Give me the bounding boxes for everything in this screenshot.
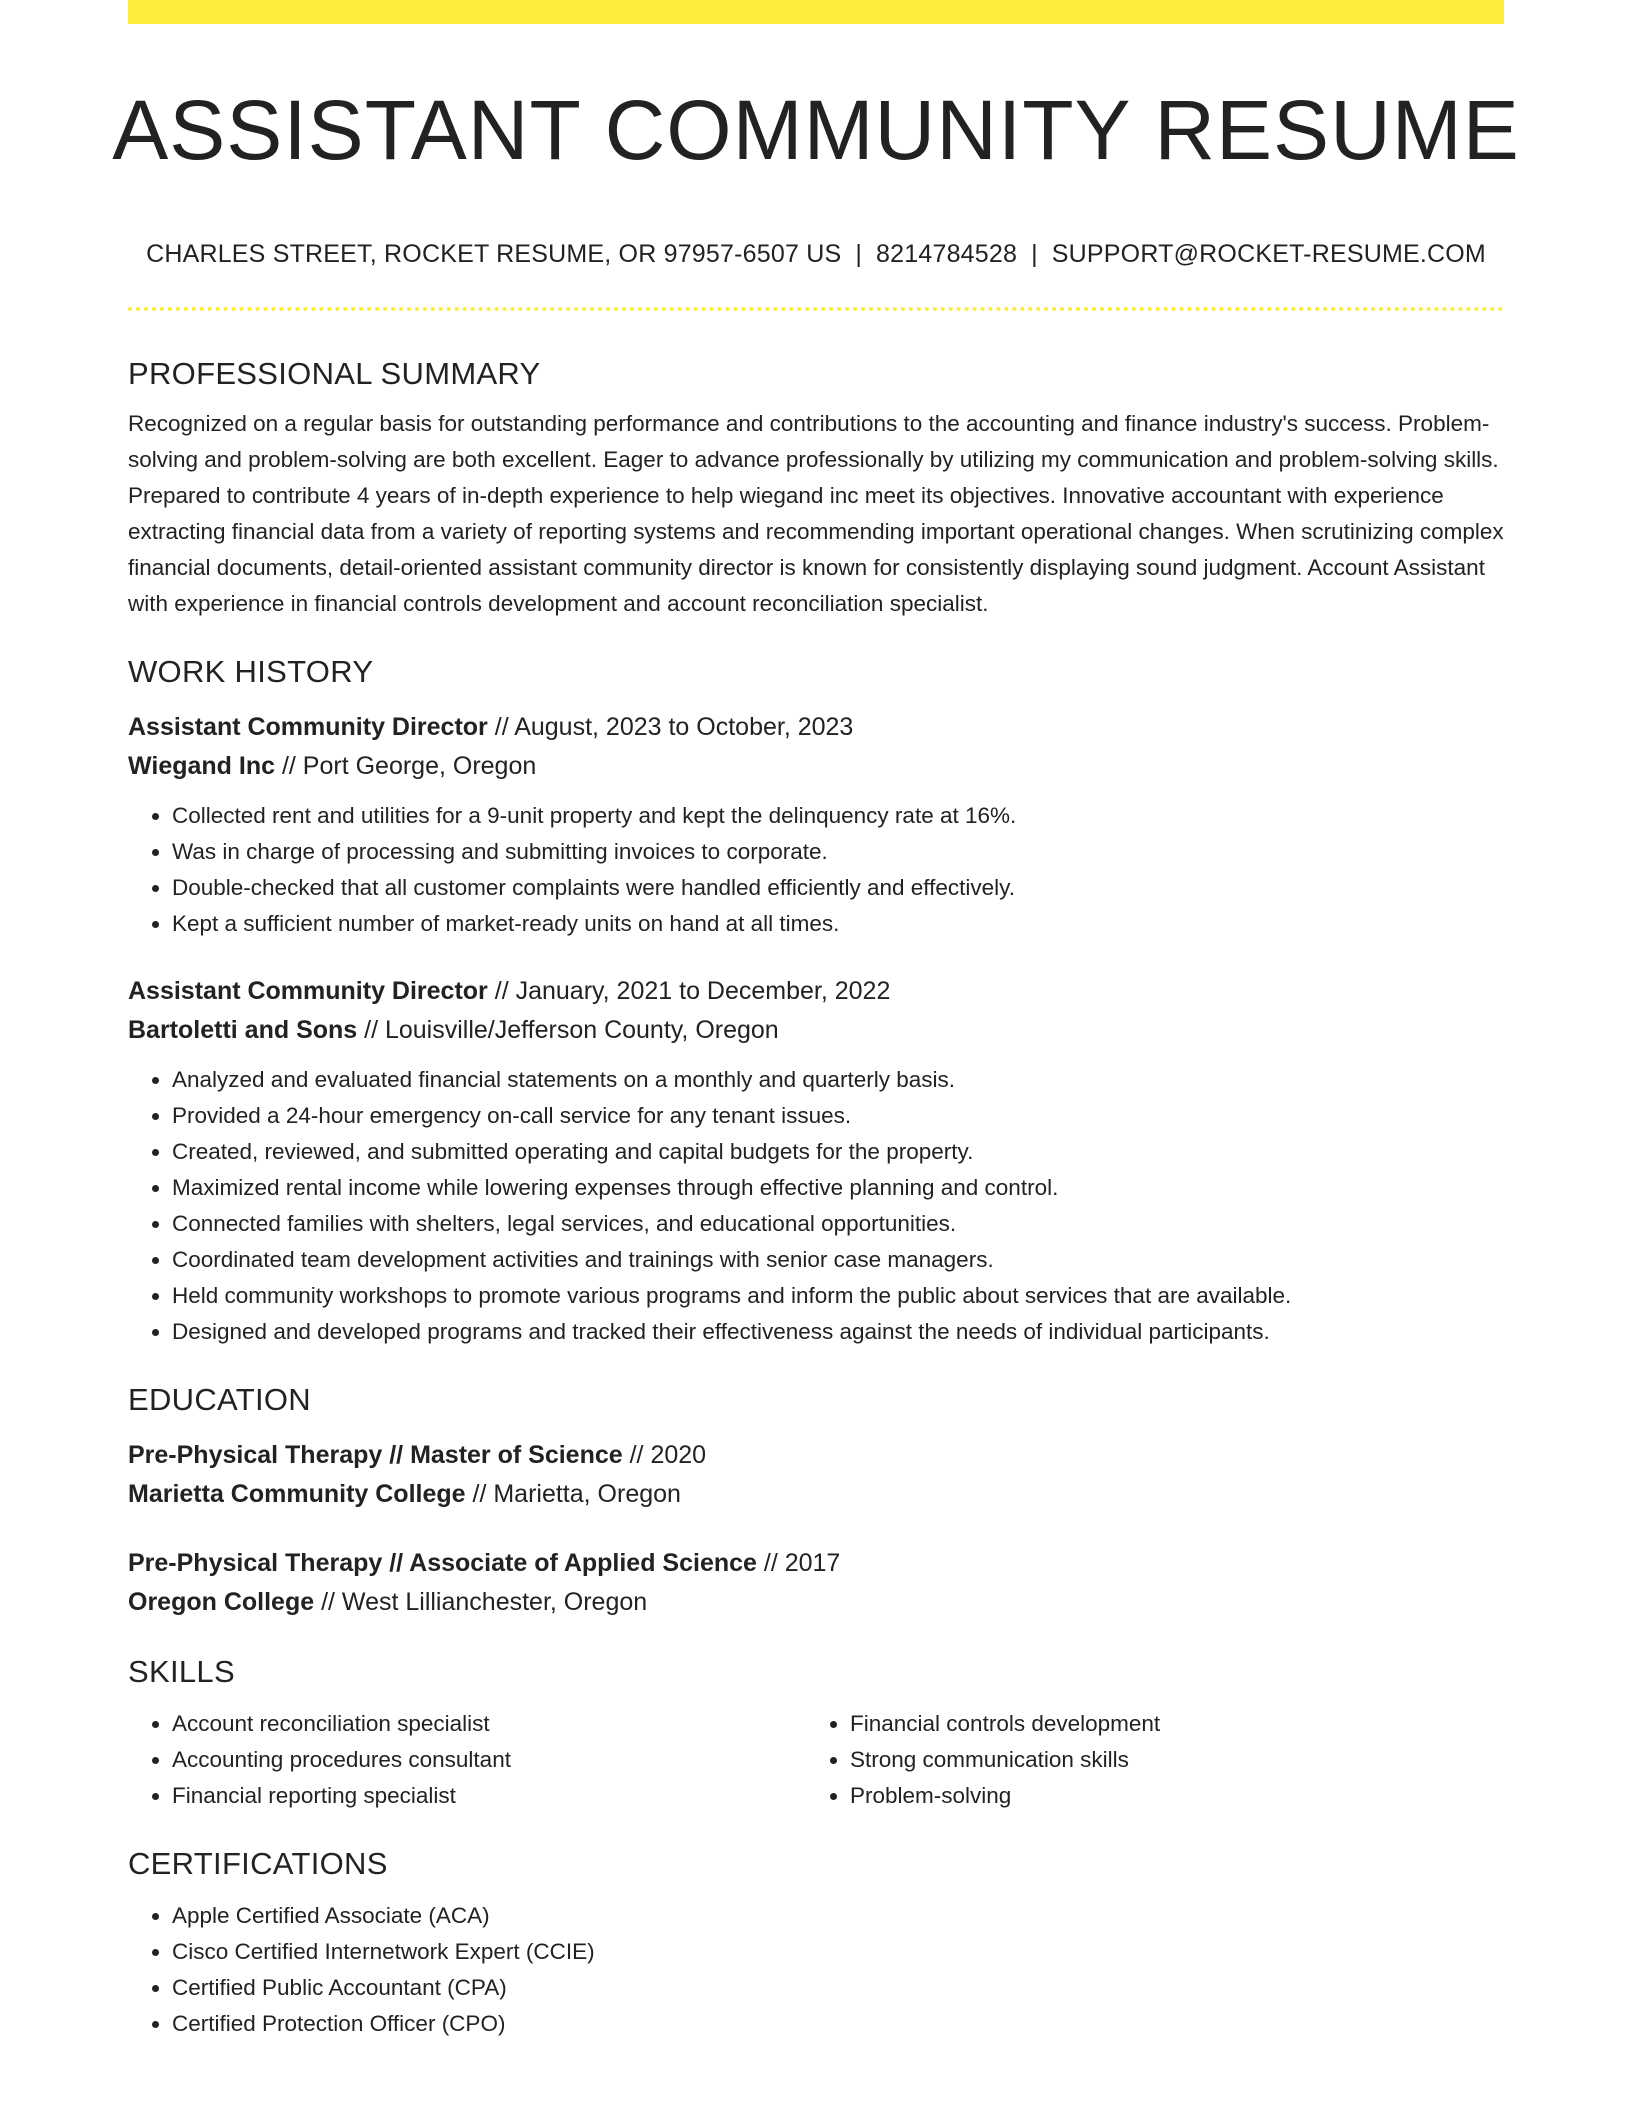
education-school: Marietta Community College <box>128 1480 466 1508</box>
education-location: // West Lillianchester, Oregon <box>314 1588 648 1616</box>
list-item: • Provided a 24-hour emergency on-call service for any tenant issues. <box>172 1098 1504 1134</box>
job-title-line <box>128 708 1504 747</box>
section-heading-education: EDUCATION <box>128 1382 311 1417</box>
professional-summary-section <box>128 352 1504 622</box>
skills-left-column <box>128 1706 806 1814</box>
education-year: // 2017 <box>756 1549 841 1577</box>
education-section <box>128 1378 1504 1622</box>
job-title: Assistant Community Director <box>128 977 488 1005</box>
education-degree: Pre-Physical Therapy // Master of Science <box>128 1441 623 1469</box>
contact-address: CHARLES STREET, ROCKET RESUME, OR 97957-6507 US <box>146 240 842 268</box>
education-degree: Pre-Physical Therapy // Associate of Applied Science <box>128 1549 757 1577</box>
list-item: • Collected rent and utilities for a 9-unit property and kept the delinquency rate at 16%. <box>172 798 1504 834</box>
list-item: • Accounting procedures consultant <box>172 1742 806 1778</box>
list-item: • Problem-solving <box>850 1778 1484 1814</box>
job-title: Assistant Community Director <box>128 713 488 741</box>
list-item: • Apple Certified Associate (ACA) <box>172 1898 1504 1934</box>
list-item: • Connected families with shelters, legal services, and educational opportunities. <box>172 1206 1504 1242</box>
job-company-line <box>128 747 1504 786</box>
education-entry <box>128 1544 1504 1622</box>
list-item: • Double-checked that all customer complaints were handled efficiently and effectively. <box>172 870 1504 906</box>
section-heading-skills: SKILLS <box>128 1654 235 1689</box>
dotted-divider <box>128 307 1504 311</box>
job-company: Wiegand Inc <box>128 752 276 780</box>
list-item: • Designed and developed programs and tracked their effectiveness against the needs of individual participants. <box>172 1314 1504 1350</box>
list-item: • Created, reviewed, and submitted operating and capital budgets for the property. <box>172 1134 1504 1170</box>
list-item: • Kept a sufficient number of market-ready units on hand at all times. <box>172 906 1504 942</box>
contact-separator: | <box>1031 240 1038 268</box>
list-item: • Financial controls development <box>850 1706 1484 1742</box>
list-item: • Coordinated team development activities and trainings with senior case managers. <box>172 1242 1504 1278</box>
certifications-section <box>128 1842 1504 2042</box>
section-heading-work: WORK HISTORY <box>128 654 374 689</box>
certifications-list <box>128 1898 1504 2042</box>
job-location: // Port George, Oregon <box>275 752 537 780</box>
education-entry <box>128 1436 1504 1514</box>
section-heading-summary: PROFESSIONAL SUMMARY <box>128 356 541 391</box>
job-dates: // January, 2021 to December, 2022 <box>487 977 891 1005</box>
contact-phone: 8214784528 <box>876 240 1018 268</box>
job-title-line <box>128 972 1504 1011</box>
list-item: • Certified Public Accountant (CPA) <box>172 1970 1504 2006</box>
list-item: • Analyzed and evaluated financial statements on a monthly and quarterly basis. <box>172 1062 1504 1098</box>
list-item: • Account reconciliation specialist <box>172 1706 806 1742</box>
summary-text: Recognized on a regular basis for outstanding performance and contributions to the accounting and finance industry's success. Problem-solving and problem-solving are both excellent. Eager to advance professionally by utilizing my communication and problem-solving skills. Prepared to contribute 4 years of in-depth experience to help wiegand inc meet its objectives. Innovative accountant with experience extracting financial data from a variety of reporting systems and recommending important operational changes. When scrutinizing complex financial documents, detail-oriented assistant community director is known for consistently displaying sound judgment. Account Assistant with experience in financial controls development and account reconciliation specialist. <box>128 411 1504 616</box>
resume-title: ASSISTANT COMMUNITY RESUME <box>112 83 1520 177</box>
section-heading-certifications: CERTIFICATIONS <box>128 1846 388 1881</box>
education-year: // 2020 <box>622 1441 707 1469</box>
job-dates: // August, 2023 to October, 2023 <box>487 713 854 741</box>
work-history-section <box>128 650 1504 1350</box>
job-entry <box>128 972 1504 1350</box>
job-bullets <box>128 1062 1504 1350</box>
job-entry <box>128 708 1504 942</box>
job-company: Bartoletti and Sons <box>128 1016 358 1044</box>
education-school: Oregon College <box>128 1588 315 1616</box>
job-location: // Louisville/Jefferson County, Oregon <box>357 1016 779 1044</box>
list-item: • Certified Protection Officer (CPO) <box>172 2006 1504 2042</box>
list-item: • Strong communication skills <box>850 1742 1484 1778</box>
education-degree-line <box>128 1544 1504 1583</box>
contact-separator: | <box>855 240 863 268</box>
contact-email: SUPPORT@ROCKET-RESUME.COM <box>1051 240 1486 268</box>
education-location: // Marietta, Oregon <box>465 1480 681 1508</box>
top-accent-bar <box>128 0 1504 24</box>
job-company-line <box>128 1011 1504 1050</box>
resume-content <box>128 352 1504 2042</box>
job-bullets <box>128 798 1504 942</box>
list-item: • Cisco Certified Internetwork Expert (CCIE) <box>172 1934 1504 1970</box>
list-item: • Was in charge of processing and submitting invoices to corporate. <box>172 834 1504 870</box>
skills-section <box>128 1650 1504 1814</box>
list-item: • Held community workshops to promote various programs and inform the public about services that are available. <box>172 1278 1504 1314</box>
education-school-line <box>128 1583 1504 1622</box>
list-item: • Maximized rental income while lowering expenses through effective planning and control. <box>172 1170 1504 1206</box>
contact-line <box>0 240 1632 269</box>
skills-right-column <box>806 1706 1484 1814</box>
education-degree-line <box>128 1436 1504 1475</box>
list-item: • Financial reporting specialist <box>172 1778 806 1814</box>
education-school-line <box>128 1475 1504 1514</box>
skills-columns <box>128 1706 1504 1814</box>
